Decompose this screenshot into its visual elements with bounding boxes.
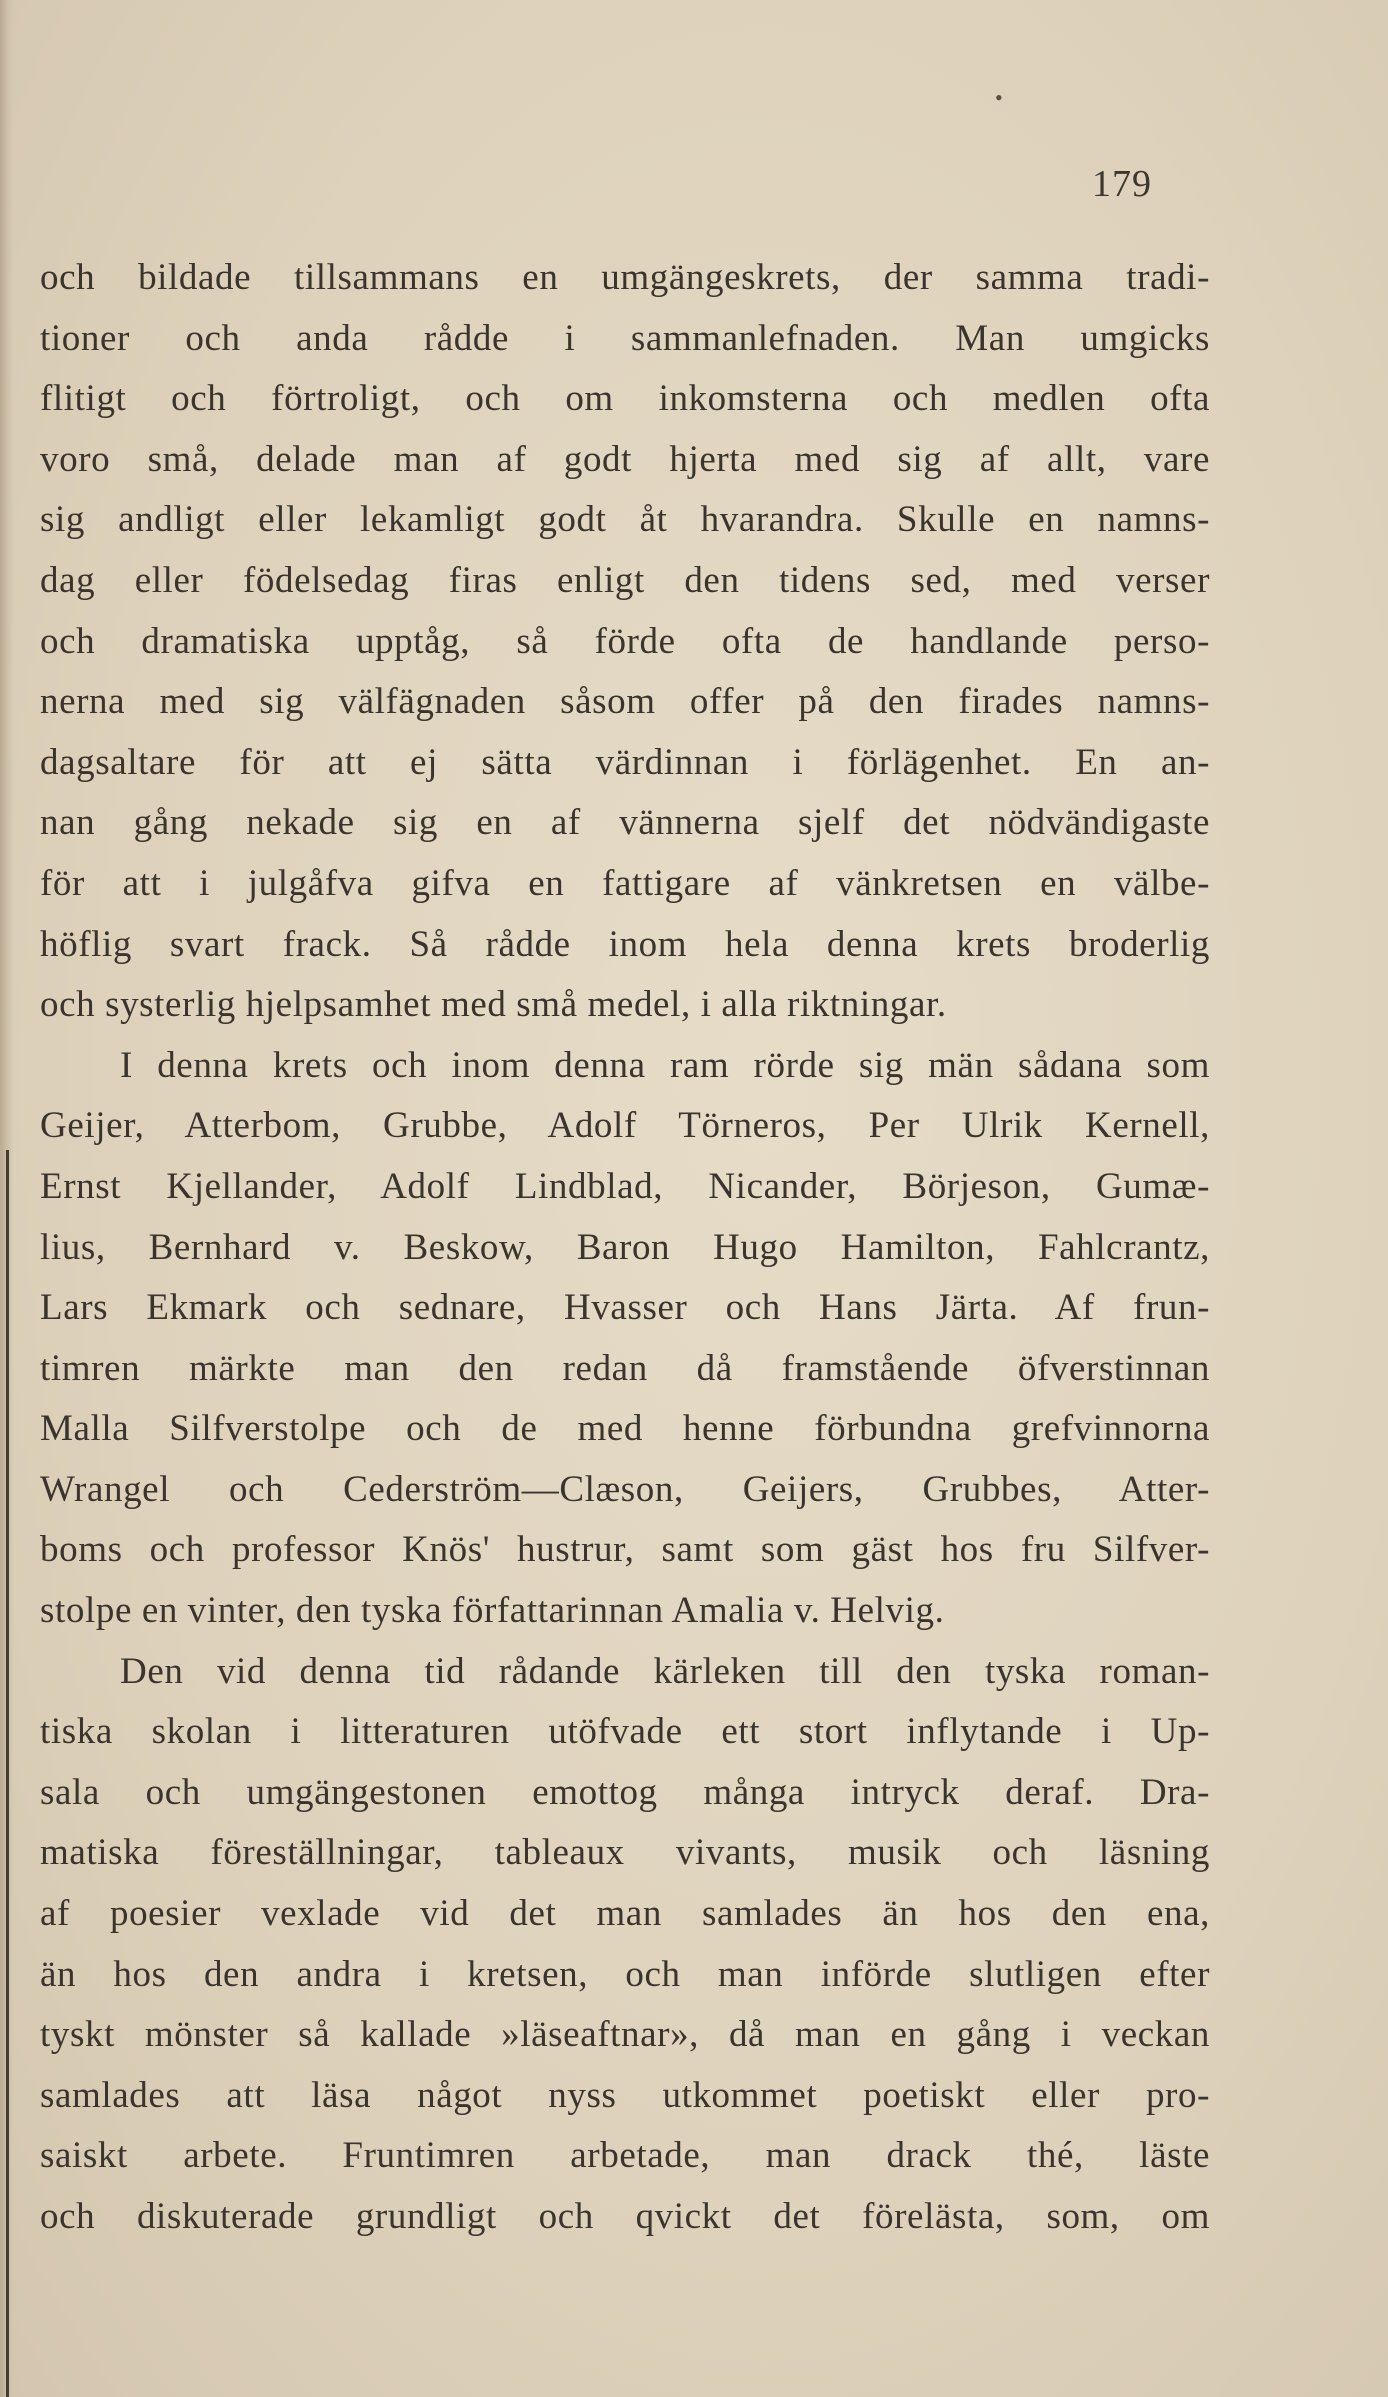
text-line: flitigt och förtroligt, och om inkomsterna och medlen ofta <box>40 378 1210 420</box>
text-line: Geijer, Atterbom, Grubbe, Adolf Törneros, Per Ulrik Kernell, <box>40 1105 1210 1147</box>
text-line: boms och professor Knös' hustrur, samt som gäst hos fru Silfver- <box>40 1529 1210 1571</box>
text-line: nerna med sig välfägnaden såsom offer på den firades namns- <box>40 681 1210 723</box>
print-speck: • <box>995 85 1003 110</box>
text-line: än hos den andra i kretsen, och man införde slutligen efter <box>40 1953 1210 1995</box>
binding-edge-mark <box>6 1150 9 2397</box>
page-number: 179 <box>1092 163 1152 205</box>
body-text <box>40 248 1210 2248</box>
text-line: dagsaltare för att ej sätta värdinnan i förlägenhet. En an- <box>40 741 1210 783</box>
text-line: Lars Ekmark och sednare, Hvasser och Hans Järta. Af frun- <box>40 1287 1210 1329</box>
text-line: lius, Bernhard v. Beskow, Baron Hugo Hamilton, Fahlcrantz, <box>40 1226 1210 1268</box>
text-line: voro små, delade man af godt hjerta med sig af allt, vare <box>40 438 1210 480</box>
text-line: stolpe en vinter, den tyska författarinnan Amalia v. Helvig. <box>40 1590 945 1632</box>
text-line: och bildade tillsammans en umgängeskrets, der samma tradi- <box>40 257 1210 298</box>
text-line: nan gång nekade sig en af vännerna sjelf det nödvändigaste <box>40 802 1210 844</box>
paragraph-first-line: I denna krets och inom denna ram rörde sig män sådana som <box>120 1044 1210 1086</box>
text-line: af poesier vexlade vid det man samlades än hos den ena, <box>40 1893 1210 1935</box>
text-line: Malla Silfverstolpe och de med henne förbundna grefvinnorna <box>40 1408 1210 1450</box>
text-line: för att i julgåfva gifva en fattigare af vänkretsen en välbe- <box>40 862 1210 904</box>
text-line: och dramatiska upptåg, så förde ofta de handlande perso- <box>40 620 1210 662</box>
text-line: Ernst Kjellander, Adolf Lindblad, Nicander, Börjeson, Gumæ- <box>40 1165 1210 1207</box>
text-line: saiskt arbete. Fruntimren arbetade, man drack thé, läste <box>40 2135 1210 2177</box>
text-line: tiska skolan i litteraturen utöfvade ett stort inflytande i Up- <box>40 1711 1210 1753</box>
text-line: sig andligt eller lekamligt godt åt hvarandra. Skulle en namns- <box>40 499 1210 541</box>
text-line: Wrangel och Cederström—Clæson, Geijers, Grubbes, Atter- <box>40 1468 1210 1510</box>
text-line: sala och umgängestonen emottog många intryck deraf. Dra- <box>40 1771 1210 1813</box>
text-line: timren märkte man den redan då framstående öfverstinnan <box>40 1347 1210 1389</box>
text-line: samlades att läsa något nyss utkommet poetiskt eller pro- <box>40 2074 1210 2116</box>
text-line: tioner och anda rådde i sammanlefnaden. Man umgicks <box>40 317 1210 359</box>
text-line: och diskuterade grundligt och qvickt det förelästa, som, om <box>40 2196 1210 2237</box>
text-line: tyskt mönster så kallade »läseaftnar», då man en gång i veckan <box>40 2014 1210 2056</box>
text-line: matiska föreställningar, tableaux vivants, musik och läsning <box>40 1832 1210 1874</box>
text-line: dag eller födelsedag firas enligt den tidens sed, med verser <box>40 559 1210 601</box>
paragraph-first-line: Den vid denna tid rådande kärleken till den tyska roman- <box>120 1650 1210 1692</box>
text-line: höflig svart frack. Så rådde inom hela denna krets broderlig <box>40 923 1210 965</box>
text-line: och systerlig hjelpsamhet med små medel, i alla riktningar. <box>40 984 947 1026</box>
